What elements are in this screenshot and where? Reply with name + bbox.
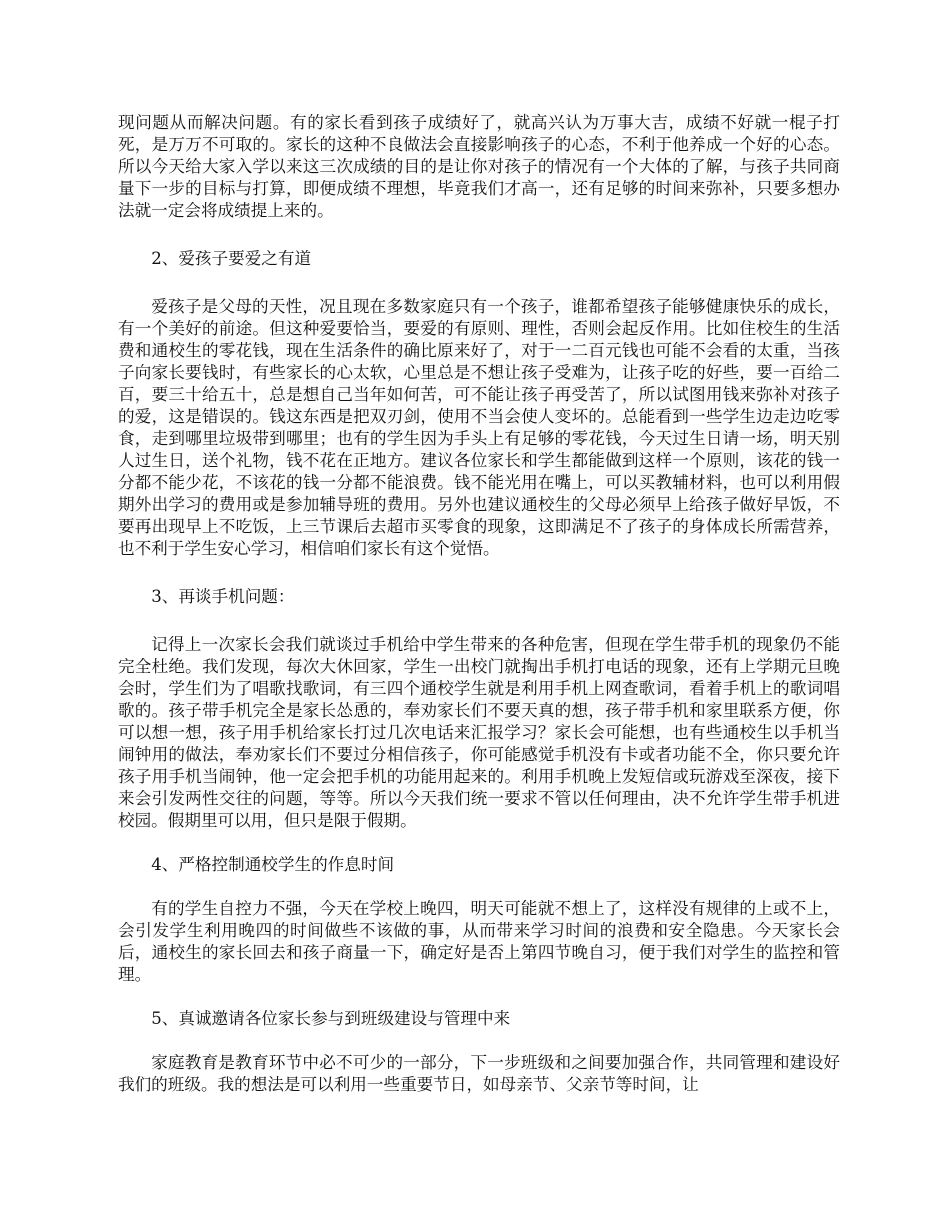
spacer	[118, 222, 840, 248]
section-body-4: 有的学生自控力不强，今天在学校上晚四，明天可能就不想上了，这样没有规律的上或不上，会引发学生利用晚四的时间做些不该做的事，从而带来学习时间的浪费和安全隐患。今天家长会后，通校生的家长回去和孩子商量一下，确定好是否上第四节晚自习，便于我们对学生的监控和管理。	[118, 899, 840, 984]
section-body-5: 家庭教育是教育环节中必不可少的一部分，下一步班级和之间要加强合作，共同管理和建设好我们的班级。我的想法是可以利用一些重要节日，如母亲节、父亲节等时间，让	[118, 1053, 840, 1094]
spacer	[118, 560, 840, 586]
spacer	[118, 986, 840, 1008]
section-heading-4: 4、严格控制通校学生的作息时间	[151, 855, 395, 874]
section-body-2: 爱孩子是父母的天性，况且现在多数家庭只有一个孩子，谁都希望孩子能够健康快乐的成长，有一个美好的前途。但这种爱要恰当，要爱的有原则、理性，否则会起反作用。比如住校生的生活费和通校生的零花钱，现在生活条件的确比原来好了，对于一二百元钱也可能不会看的太重，当孩子向家长要钱时，有些家长的心太软，心里总是不想让孩子受难为，让孩子吃的好些，要一百给二百，要三十给五十，总是想自己当年如何苦，可不能让孩子再受苦了，所以试图用钱来弥补对孩子的爱，这是错误的。钱这东西是把双刃剑，使用不当会使人变坏的。总能看到一些学生边走边吃零食，走到哪里垃圾带到哪里；也有的学生因为手头上有足够的零花钱，今天过生日请一场，明天别人过生日，送个礼物，钱不花在正地方。建议各位家长和学生都能做到这样一个原则，该花的钱一分都不能少花，不该花的钱一分都不能浪费。钱不能光用在嘴上，可以买教辅材料，也可以利用假期外出学习的费用或是参加辅导班的费用。另外也建议通校生的父母必须早上给孩子做好早饭，不要再出现早上不吃饭，上三节课后去超市买零食的现象，这即满足不了孩子的身体成长所需营养，也不利于学生安心学习，相信咱们家长有这个觉悟。	[118, 297, 840, 558]
document-page	[118, 112, 840, 1096]
section-heading-5: 5、真诚邀请各位家长参与到班级建设与管理中来	[151, 1009, 511, 1028]
spacer	[118, 270, 840, 296]
spacer	[118, 1030, 840, 1052]
intro-paragraph: 现问题从而解决问题。有的家长看到孩子成绩好了，就高兴认为万事大吉，成绩不好就一棍子打死，是万万不可取的。家长的这种不良做法会直接影响孩子的心态，不利于他养成一个好的心态。所以今天给大家入学以来这三次成绩的目的是让你对孩子的情况有一个大体的了解，与孩子共同商量下一步的目标与打算，即便成绩不理想，毕竟我们才高一，还有足够的时间来弥补，只要多想办法就一定会将成绩提上来的。	[118, 113, 840, 220]
spacer	[118, 876, 840, 898]
spacer	[118, 608, 840, 634]
spacer	[118, 832, 840, 854]
section-heading-3: 3、再谈手机问题：	[151, 587, 295, 606]
section-body-3: 记得上一次家长会我们就谈过手机给中学生带来的各种危害，但现在学生带手机的现象仍不能完全杜绝。我们发现，每次大休回家，学生一出校门就掏出手机打电话的现象，还有上学期元旦晚会时，学生们为了唱歌找歌词，有三四个通校学生就是利用手机上网查歌词，看着手机上的歌词唱歌的。孩子带手机完全是家长怂恿的，奉劝家长们不要天真的想，孩子带手机和家里联系方便，你可以想一想，孩子用手机给家长打过几次电话来汇报学习？家长会可能想，也有些通校生以手机当闹钟用的做法，奉劝家长们不要过分相信孩子，你可能感觉手机没有卡或者功能不全，你只要允许孩子用手机当闹钟，他一定会把手机的功能用起来的。利用手机晚上发短信或玩游戏至深夜，接下来会引发两性交往的问题，等等。所以今天我们统一要求不管以任何理由，决不允许学生带手机进校园。假期里可以用，但只是限于假期。	[118, 635, 840, 830]
section-heading-2: 2、爱孩子要爱之有道	[151, 249, 312, 268]
